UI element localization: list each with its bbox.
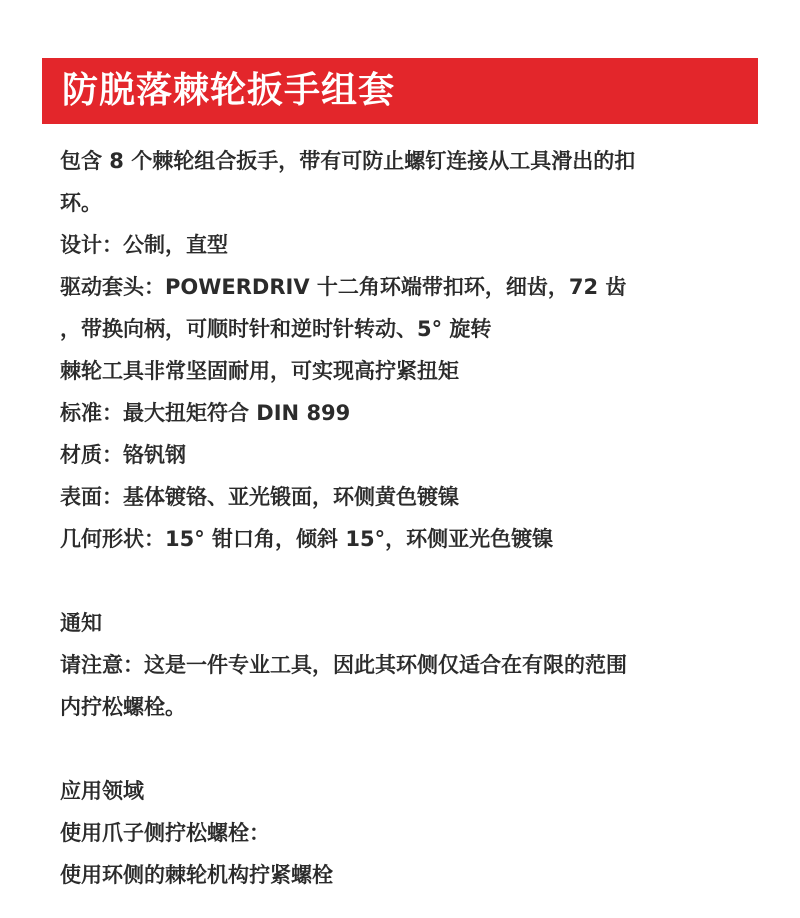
notice-line: 请注意：这是一件专业工具，因此其环侧仅适合在有限的范围 [60, 653, 627, 677]
material-spec: 材质：铬钒钢 [60, 443, 186, 467]
application-line: 使用环侧的棘轮机构拧紧螺栓 [60, 863, 333, 887]
drive-spec-continued: ，带换向柄，可顺时针和逆时针转动、5° 旋转 [60, 317, 492, 341]
page-title: 防脱落棘轮扳手组套 [62, 70, 396, 111]
section-spacer [60, 560, 760, 602]
title-banner [42, 58, 758, 124]
surface-spec: 表面：基体镀铬、亚光锻面，环侧黄色镀镍 [60, 485, 459, 509]
notice-heading: 通知 [60, 611, 102, 635]
description-line: 环。 [60, 191, 102, 215]
application-line: 使用爪子侧拧松螺栓： [60, 821, 270, 845]
drive-spec: 驱动套头：POWERDRIV 十二角环端带扣环，细齿，72 齿 [60, 275, 627, 299]
product-description [60, 140, 760, 896]
geometry-spec: 几何形状：15° 钳口角，倾斜 15°，环侧亚光色镀镍 [60, 527, 554, 551]
application-heading: 应用领域 [60, 779, 144, 803]
standard-spec: 标准：最大扭矩符合 DIN 899 [60, 401, 351, 425]
notice-line: 内拧松螺栓。 [60, 695, 186, 719]
description-line: 包含 8 个棘轮组合扳手，带有可防止螺钉连接从工具滑出的扣 [60, 149, 636, 173]
durability-note: 棘轮工具非常坚固耐用，可实现高拧紧扭矩 [60, 359, 459, 383]
design-spec: 设计：公制，直型 [60, 233, 228, 257]
section-spacer [60, 728, 760, 770]
